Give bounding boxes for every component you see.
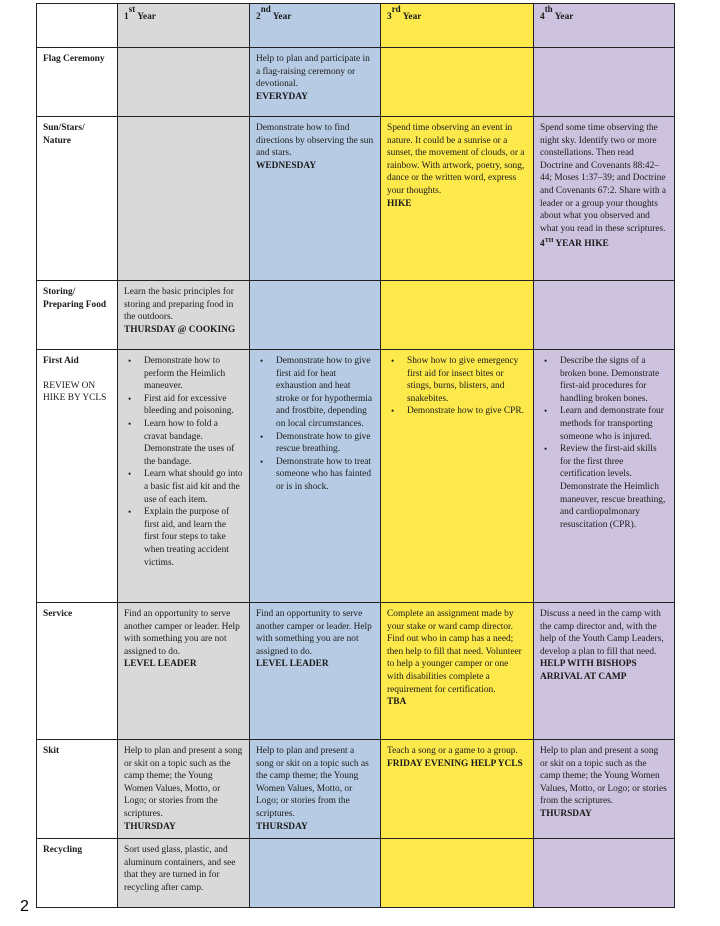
cell-text: Help to plan and present a song or skit on a topic such as the camp theme; the Young Women Values, Motto, or Logo; or stories from the scriptures.: [540, 746, 667, 807]
schedule-tag: HELP WITH BISHOPS ARRIVAL AT CAMP: [540, 659, 637, 682]
row-skit: [37, 740, 675, 839]
row-label: Recycling: [37, 839, 118, 908]
bullet-item: • Describe the signs of a broken bone. Demonstrate first-aid procedures for handling broken bones.: [560, 355, 668, 405]
row-label: [37, 350, 118, 603]
row-label-text: First Aid: [43, 356, 79, 366]
row-label: Storing/ Preparing Food: [37, 281, 118, 350]
cell-text: Discuss a need in the camp with the camp director and, with the help of the Youth Camp Leaders, develop a plan to fill that need.: [540, 609, 664, 657]
cell-text: Learn the basic principles for storing and preparing food in the outdoors.: [124, 287, 234, 323]
cell-year-2: [250, 281, 381, 350]
row-label: Flag Ceremony: [37, 48, 118, 117]
cell-year-3: [381, 740, 534, 839]
row-label: Service: [37, 603, 118, 740]
row-first-aid: [37, 350, 675, 603]
review-note: REVIEW ON HIKE BY YCLS: [43, 380, 107, 404]
cell-year-1: [118, 740, 250, 839]
bullet-item: • Demonstrate how to give rescue breathing.: [276, 431, 374, 456]
cell-year-3: [381, 117, 534, 281]
cell-year-3: [381, 48, 534, 117]
cell-year-4: [534, 281, 675, 350]
cell-year-2: [250, 740, 381, 839]
corner-cell: [37, 4, 118, 48]
cell-year-2: [250, 117, 381, 281]
cell-year-4: [534, 740, 675, 839]
cell-year-4: [534, 117, 675, 281]
bullet-item: • Demonstrate how to give CPR.: [407, 405, 527, 418]
bullet-list: [540, 355, 668, 531]
schedule-tag: EVERYDAY: [256, 91, 308, 102]
row-flag-ceremony: [37, 48, 675, 117]
schedule-tag: HIKE: [387, 198, 412, 209]
cell-year-2: [250, 839, 381, 908]
cell-year-1: [118, 603, 250, 740]
cell-year-2: [250, 350, 381, 603]
cell-text: Complete an assignment made by your stake or ward camp director. Find out who in camp has a need; then help to fill that need. Volunteer to help a younger camper or one with disabilities complete a requirement for certification.: [387, 609, 522, 695]
cell-text: Sort used glass, plastic, and aluminum containers, and see that they are turned in for recycling after camp.: [124, 845, 236, 893]
cell-text: Help to plan and present a song or skit on a topic such as the camp theme; the Young Women Values, Motto, or Logo; or stories from the scriptures.: [124, 746, 243, 819]
row-service: [37, 603, 675, 740]
header-year-4: 4th Year: [534, 4, 675, 48]
cell-year-4: [534, 839, 675, 908]
schedule-tag: THURSDAY: [256, 821, 308, 832]
cell-year-1: [118, 117, 250, 281]
bullet-item: • Explain the purpose of first aid, and learn the first four steps to take when treating accident victims.: [144, 506, 243, 569]
bullet-item: • Review the first-aid skills for the first three certification levels. Demonstrate the Heimlich maneuver, rescue breathing, and cardiopulmonary resuscitation (CPR).: [560, 443, 668, 531]
cell-text: Help to plan and participate in a flag-raising ceremony or devotional.: [256, 54, 370, 90]
cell-year-1: [118, 350, 250, 603]
cell-year-1: [118, 48, 250, 117]
schedule-tag: THURSDAY @ COOKING: [124, 324, 236, 335]
bullet-item: • Learn what should go into a basic fist aid kit and the use of each item.: [144, 468, 243, 506]
cell-text: Help to plan and present a song or skit on a topic such as the camp theme; the Young Women Values, Motto, or Logo; or stories from the scriptures.: [256, 746, 369, 819]
cell-year-4: [534, 350, 675, 603]
row-label: Skit: [37, 740, 118, 839]
schedule-tag: 4TH YEAR HIKE: [540, 238, 609, 250]
bullet-list: [256, 355, 374, 494]
bullet-item: • First aid for excessive bleeding and poisoning.: [144, 393, 243, 418]
header-year-2: 2nd Year: [250, 4, 381, 48]
bullet-list: [124, 355, 243, 569]
page-number: 2: [20, 898, 29, 915]
bullet-list: [387, 355, 527, 418]
cell-text: Spend time observing an event in nature. It could be a sunrise or a sunset, the movement of clouds, or a rainbow. With artwork, poetry, song, dance or the written word, express your thoughts.: [387, 123, 525, 196]
row-storing-preparing-food: [37, 281, 675, 350]
cell-text: Demonstrate how to find directions by observing the sun and stars.: [256, 123, 374, 159]
cell-text: Find an opportunity to serve another camper or leader. Help with something you are not assigned to do.: [256, 609, 372, 657]
cell-year-3: [381, 839, 534, 908]
cell-year-1: [118, 281, 250, 350]
bullet-item: • Demonstrate how to give first aid for heat exhaustion and heat stroke or for hypothermia and frostbite, depending on local circumstances.: [276, 355, 374, 431]
cell-text: Spend some time observing the night sky. Identify two or more constellations. Then read Doctrine and Covenants 88:42–44; Moses 1:37–39; and Doctrine and Covenants 67:2. Share with a leader or a group your thoughts about what you observed and what you read in these scriptures.: [540, 123, 667, 234]
cell-year-4: [534, 48, 675, 117]
bullet-item: • Learn how to fold a cravat bandage. Demonstrate the uses of the bandage.: [144, 418, 243, 468]
bullet-item: • Demonstrate how to treat someone who has fainted or is in shock.: [276, 456, 374, 494]
cell-year-2: [250, 603, 381, 740]
schedule-tag: WEDNESDAY: [256, 160, 317, 171]
bullet-item: • Show how to give emergency first aid for insect bites or stings, burns, blisters, and snakebites.: [407, 355, 527, 405]
schedule-tag: FRIDAY EVENING HELP YCLS: [387, 758, 523, 769]
cell-text: Teach a song or a game to a group.: [387, 746, 518, 756]
schedule-tag: THURSDAY: [124, 821, 176, 832]
schedule-tag: LEVEL LEADER: [256, 659, 329, 670]
cell-year-3: [381, 603, 534, 740]
cell-text: Find an opportunity to serve another camper or leader. Help with something you are not assigned to do.: [124, 609, 240, 657]
schedule-tag: LEVEL LEADER: [124, 659, 197, 670]
cell-year-2: [250, 48, 381, 117]
cell-year-4: [534, 603, 675, 740]
bullet-item: • Demonstrate how to perform the Heimlich maneuver.: [144, 355, 243, 393]
cell-year-3: [381, 350, 534, 603]
row-recycling: [37, 839, 675, 908]
cell-year-1: [118, 839, 250, 908]
schedule-tag: THURSDAY: [540, 808, 592, 819]
bullet-item: • Learn and demonstrate four methods for transporting someone who is injured.: [560, 405, 668, 443]
row-sun-stars-nature: [37, 117, 675, 281]
requirements-table: [36, 3, 675, 908]
header-year-1: 1st Year: [118, 4, 250, 48]
cell-year-3: [381, 281, 534, 350]
header-year-3: 3rd Year: [381, 4, 534, 48]
schedule-tag: TBA: [387, 697, 407, 708]
row-label: Sun/Stars/ Nature: [37, 117, 118, 281]
header-row: [37, 4, 675, 48]
